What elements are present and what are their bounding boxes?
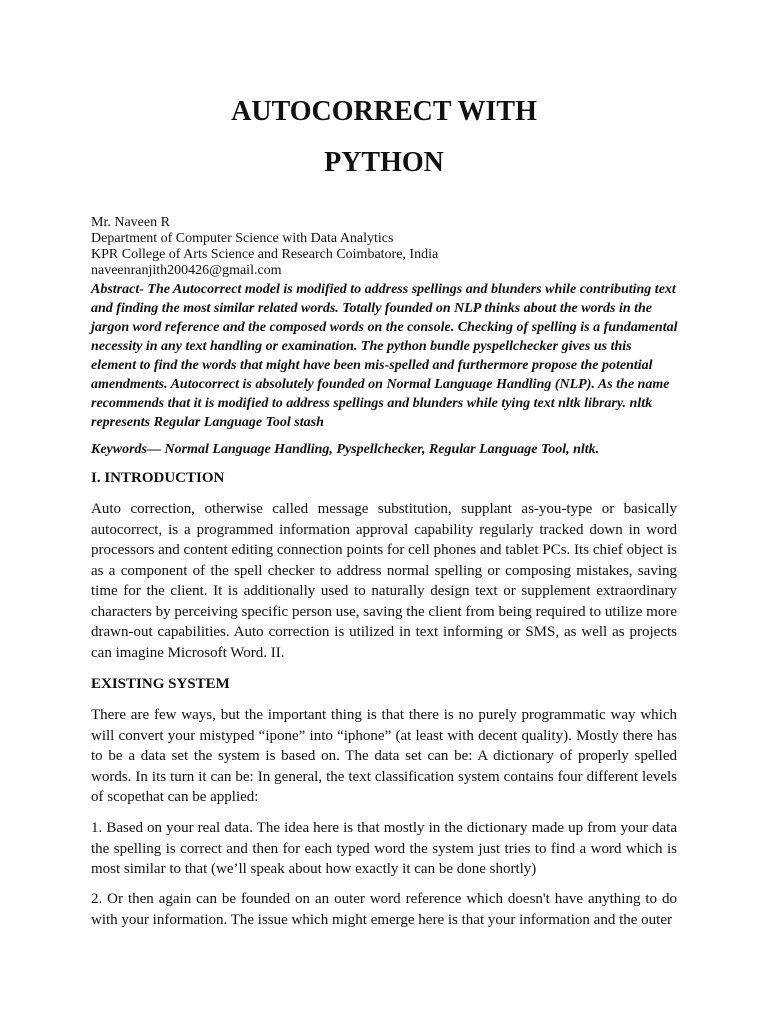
author-name: Mr. Naveen R [91,215,170,230]
existing-system-paragraph: There are few ways, but the important thing is that there is no purely programmatic way which will convert your mistyped “ipone” into “iphone” (at least with decent quality). Mostly there has to be a data set the system is based on. The data set can be: A dictionary of properly spelled words. In its turn it can be: In general, the text classification system contains four different levels of scopethat can be applied: [91,707,677,805]
keywords: Keywords— Normal Language Handling, Pyspellchecker, Regular Language Tool, nltk. [91,442,600,457]
paper-title-line-1: AUTOCORRECT WITH [231,96,537,127]
section-heading-introduction: I. INTRODUCTION [91,470,225,486]
existing-system-item-2: 2. Or then again can be founded on an outer word reference which doesn't have anything to do with your information. The issue which might emerge here is that your information and the outer [91,891,677,928]
author-block [91,215,681,279]
section-heading-existing-system: EXISTING SYSTEM [91,676,230,692]
paper-title-line-2: PYTHON [324,147,444,178]
introduction-paragraph: Auto correction, otherwise called message substitution, supplant as-you-type or basically autocorrect, is a programmed information approval capability regularly tracked down in word processors and content editing connection points for cell phones and tablet PCs. Its chief object is as a component of the spell checker to address normal spelling or composing mistakes, saving time for the client. It is additionally used to naturally design text or supplement extraordinary characters by perceiving specific person use, saving the client from being required to utilize more drawn-out capabilities. Auto correction is utilized in text informing or SMS, as well as projects can imagine Microsoft Word. II. [91,501,677,661]
author-college: KPR College of Arts Science and Research Coimbatore, India [91,247,439,262]
abstract: Abstract- The Autocorrect model is modified to address spellings and blunders while contributing text and finding the most similar related words. Totally founded on NLP thinks about the words in the jargon word reference and the composed words on the console. Checking of spelling is a fundamental necessity in any text handling or examination. The python bundle pyspellchecker gives us this element to find the words that might have been mis-spelled and furthermore propose the potential amendments. Autocorrect is absolutely founded on Normal Language Handling (NLP). As the name recommends that it is modified to address spellings and blunders while tying text nltk library. nltk represents Regular Language Tool stash [91,282,678,430]
existing-system-item-1: 1. Based on your real data. The idea here is that mostly in the dictionary made up from your data the spelling is correct and then for each typed word the system just tries to find a word which is most similar to that (we’ll speak about how exactly it can be done shortly) [91,820,677,877]
author-department: Department of Computer Science with Data Analytics [91,231,394,246]
author-email: naveenranjith200426@gmail.com [91,263,282,278]
